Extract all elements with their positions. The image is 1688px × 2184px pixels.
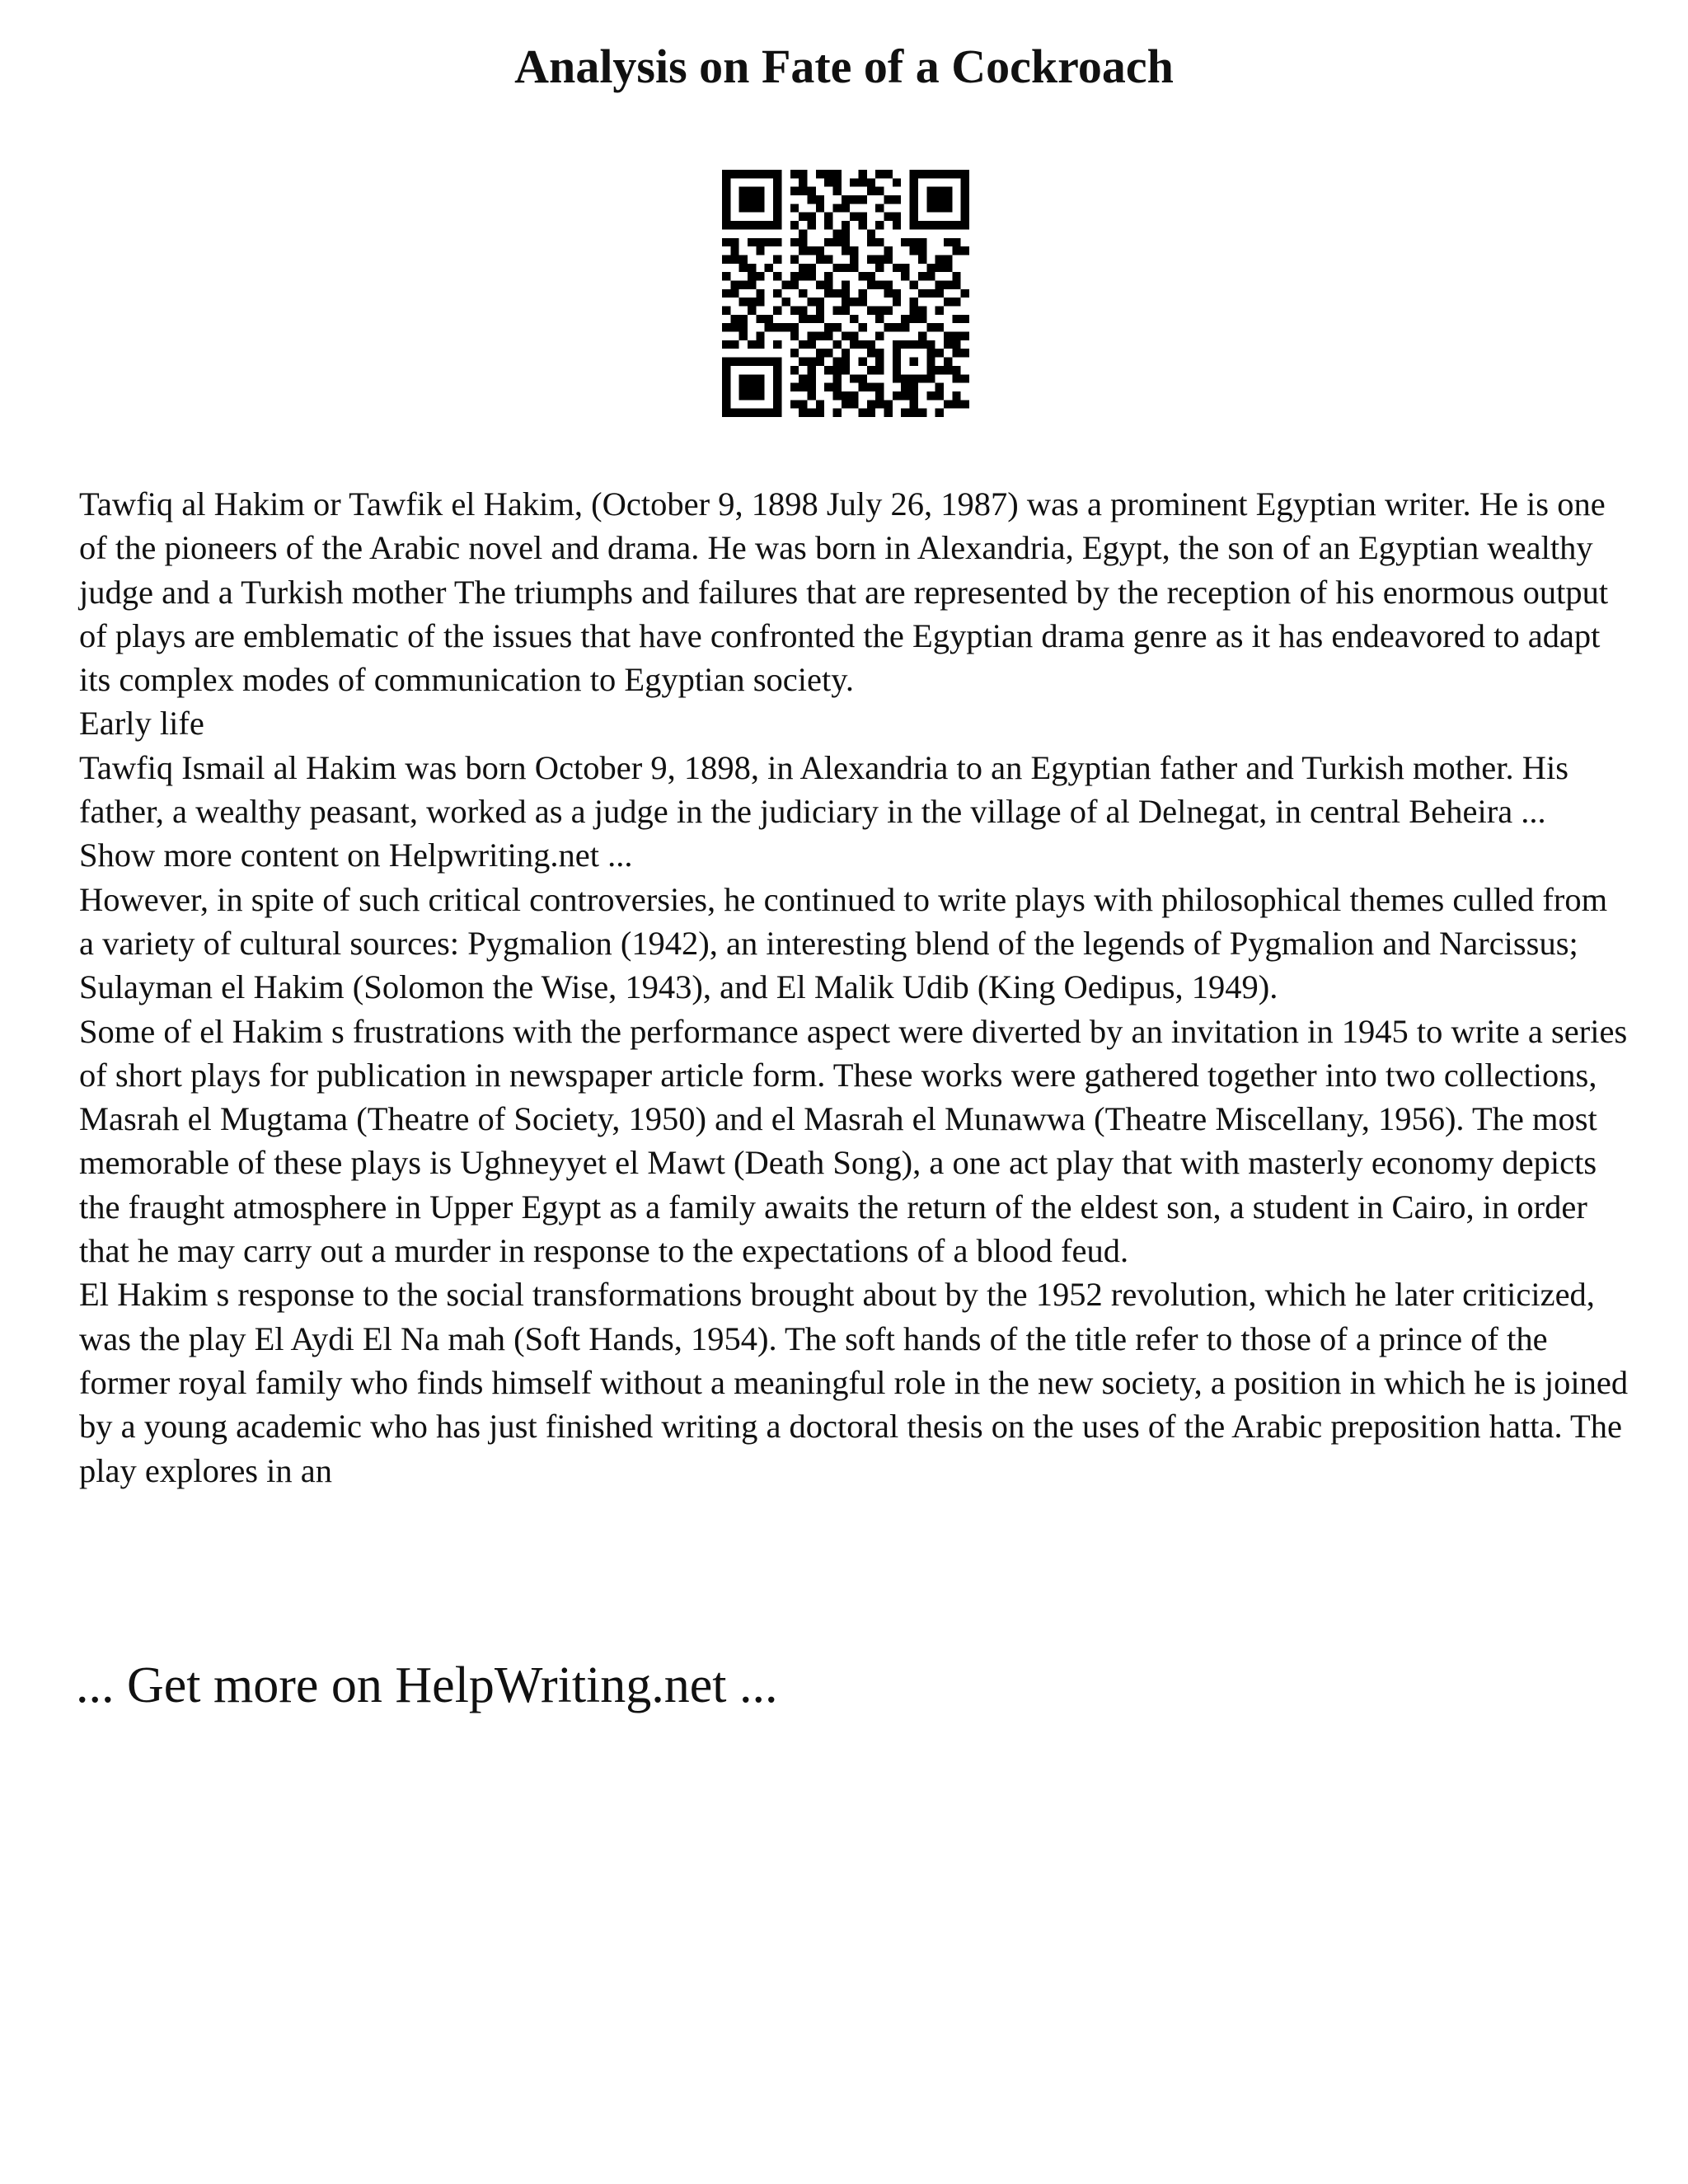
article-body xyxy=(79,482,1629,1493)
paragraph-philosophical-plays: However, in spite of such critical controversies, he continued to write plays with philosophical themes culled from a variety of cultural sources: Pygmalion (1942), an interesting blend of the legends of Pygmalion and Narcissus; Sulayman el Hakim (Solomon the Wise, 1943), and El Malik Udib (King Oedipus, 1949). xyxy=(79,880,1608,1006)
get-more-link[interactable]: ... Get more on HelpWriting.net ... xyxy=(76,1657,778,1713)
page-title: Analysis on Fate of a Cockroach xyxy=(514,40,1174,93)
paragraph-short-plays: Some of el Hakim s frustrations with the performance aspect were diverted by an invitation in 1945 to write a series of short plays for publication in newspaper article form. These works were gathered together into two collections, Masrah el Mugtama (Theatre of Society, 1950) and el Masrah el Munawwa (Theatre Miscellany, 1956). The most memorable of these plays is Ughneyyet el Mawt (Death Song), a one act play that with masterly economy depicts the fraught atmosphere in Upper Egypt as a family awaits the return of the eldest son, a student in Cairo, in order that he may carry out a murder in response to the expectations of a blood feud. xyxy=(79,1012,1628,1270)
paragraph-revolution: El Hakim s response to the social transformations brought about by the 1952 revolution, which he later criticized, was the play El Aydi El Na mah (Soft Hands, 1954). The soft hands of the title refer to those of a prince of the former royal family who finds himself without a meaningful role in the new society, a position in which he is joined by a young academic who has just finished writing a doctoral thesis on the uses of the Arabic preposition hatta. The play explores in an xyxy=(79,1276,1629,1489)
section-heading-early-life: Early life xyxy=(79,705,204,743)
paragraph-intro: Tawfiq al Hakim or Tawfik el Hakim, (October 9, 1898 July 26, 1987) was a prominent Egyptian writer. He is one of the pioneers of the Arabic novel and drama. He was born in Alexandria, Egypt, the son of an Egyptian wealthy judge and a Turkish mother The triumphs and failures that are represented by the reception of his enormous output of plays are emblematic of the issues that have confronted the Egyptian drama genre as it has endeavored to adapt its complex modes of communication to Egyptian society. xyxy=(79,485,1609,699)
paragraph-early-life: Tawfiq Ismail al Hakim was born October 9, 1898, in Alexandria to an Egyptian father and Turkish mother. His father, a wealthy peasant, worked as a judge in the judiciary in the village of al Delnegat, in central Beheira ... Show more content on Helpwriting.net ... xyxy=(79,748,1568,874)
qr-code-icon[interactable] xyxy=(722,170,969,417)
